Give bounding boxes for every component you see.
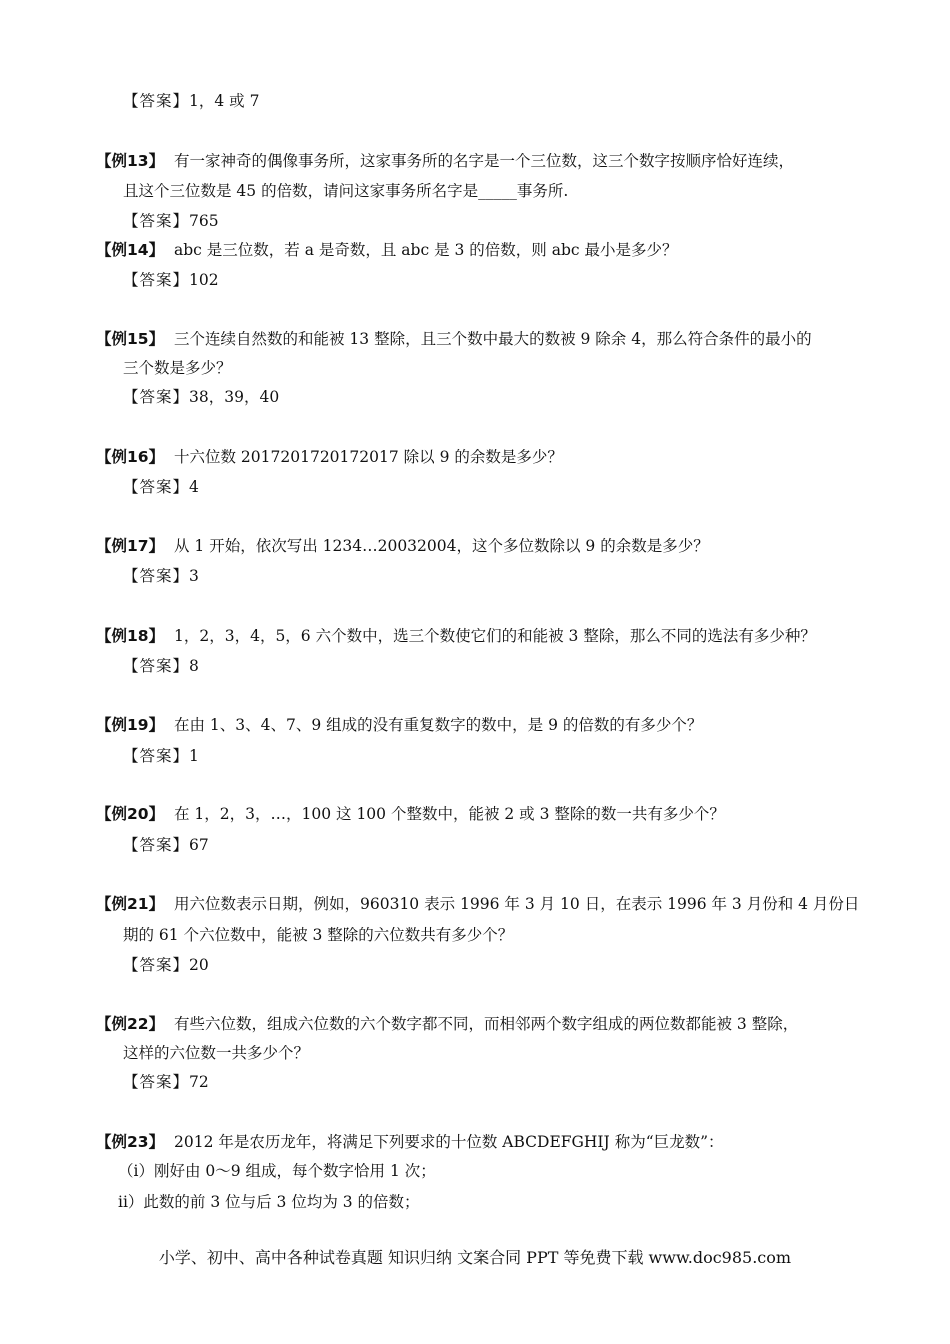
answer-value: 1，4 或 7 [189, 92, 260, 110]
question-line: 2012 年是农历龙年，将满足下列要求的十位数 ABCDEFGHIJ 称为“巨龙数”： [174, 1133, 724, 1151]
answer-value: 765 [189, 212, 219, 230]
answer-line [123, 655, 199, 677]
answer-tag: 【答案】 [123, 478, 190, 496]
answer-line [123, 476, 199, 498]
answer-value: 3 [189, 567, 199, 585]
example-label: 【例23】 [96, 1133, 165, 1151]
answer-value: 72 [189, 1073, 209, 1091]
answer-line [123, 90, 259, 112]
example-18 [96, 625, 816, 647]
answer-tag: 【答案】 [123, 271, 190, 289]
answer-value: 38，39，40 [189, 388, 280, 406]
question-continuation: 三个数是多少？ [123, 359, 232, 377]
example-label: 【例21】 [96, 895, 165, 913]
example-13 [96, 150, 794, 172]
answer-tag: 【答案】 [123, 1073, 190, 1091]
example-20 [96, 803, 725, 825]
question-line: 十六位数 2017201720172017 除以 9 的余数是多少？ [174, 448, 563, 466]
example-label: 【例13】 [96, 152, 165, 170]
answer-tag: 【答案】 [123, 836, 190, 854]
example-label: 【例19】 [96, 716, 165, 734]
answer-tag: 【答案】 [123, 212, 190, 230]
condition-line: （i）刚好由 0～9 组成，每个数字恰用 1 次； [118, 1162, 436, 1180]
example-17 [96, 535, 709, 557]
example-label: 【例22】 [96, 1015, 165, 1033]
question-continuation: 这样的六位数一共多少个？ [123, 1044, 310, 1062]
answer-value: 8 [189, 657, 199, 675]
example-23 [96, 1131, 724, 1153]
example-label: 【例15】 [96, 330, 165, 348]
answer-value: 20 [189, 956, 209, 974]
example-label: 【例17】 [96, 537, 165, 555]
example-21 [96, 893, 859, 915]
answer-tag: 【答案】 [123, 388, 190, 406]
question-line: 在由 1、3、4、7、9 组成的没有重复数字的数中，是 9 的倍数的有多少个？ [174, 716, 703, 734]
example-label: 【例20】 [96, 805, 165, 823]
question-continuation: 期的 61 个六位数中，能被 3 整除的六位数共有多少个？ [123, 926, 514, 944]
answer-line [123, 269, 219, 291]
answer-line [123, 210, 219, 232]
answer-tag: 【答案】 [123, 956, 190, 974]
answer-line [123, 954, 209, 976]
example-label: 【例14】 [96, 241, 165, 259]
example-19 [96, 714, 702, 736]
question-line: 有一家神奇的偶像事务所，这家事务所的名字是一个三位数，这三个数字按顺序恰好连续， [174, 152, 795, 170]
answer-tag: 【答案】 [123, 657, 190, 675]
answer-value: 67 [189, 836, 209, 854]
example-label: 【例18】 [96, 627, 165, 645]
answer-line [123, 565, 199, 587]
answer-line [123, 386, 279, 408]
answer-line [123, 745, 199, 767]
example-label: 【例16】 [96, 448, 165, 466]
question-line: 三个连续自然数的和能被 13 整除，且三个数中最大的数被 9 除余 4，那么符合条件的最小的 [174, 330, 812, 348]
answer-value: 102 [189, 271, 219, 289]
example-16 [96, 446, 563, 468]
condition-line: ii）此数的前 3 位与后 3 位均为 3 的倍数； [118, 1193, 420, 1211]
answer-line [123, 1071, 209, 1093]
answer-line [123, 834, 209, 856]
example-14 [96, 239, 677, 261]
question-continuation: 且这个三位数是 45 的倍数，请问这家事务所名字是_____事务所. [123, 182, 569, 200]
example-22 [96, 1013, 798, 1035]
answer-tag: 【答案】 [123, 92, 190, 110]
question-line: 1，2，3，4，5，6 六个数中，选三个数使它们的和能被 3 整除，那么不同的选法有多少种？ [174, 627, 816, 645]
answer-value: 4 [189, 478, 199, 496]
question-line: 在 1，2，3，…，100 这 100 个整数中，能被 2 或 3 整除的数一共有多少个？ [174, 805, 725, 823]
answer-value: 1 [189, 747, 199, 765]
page-footer: 小学、初中、高中各种试卷真题 知识归纳 文案合同 PPT 等免费下载 www.doc985.com [158, 1248, 792, 1267]
example-15 [96, 328, 812, 350]
question-line: 从 1 开始，依次写出 1234…20032004，这个多位数除以 9 的余数是多少？ [174, 537, 709, 555]
answer-tag: 【答案】 [123, 747, 190, 765]
question-line: 用六位数表示日期，例如，960310 表示 1996 年 3 月 10 日，在表示 1996 年 3 月份和 4 月份日 [174, 895, 860, 913]
question-line: abc 是三位数，若 a 是奇数，且 abc 是 3 的倍数，则 abc 最小是多少？ [174, 241, 678, 259]
answer-tag: 【答案】 [123, 567, 190, 585]
question-line: 有些六位数，组成六位数的六个数字都不同，而相邻两个数字组成的两位数都能被 3 整除， [174, 1015, 799, 1033]
